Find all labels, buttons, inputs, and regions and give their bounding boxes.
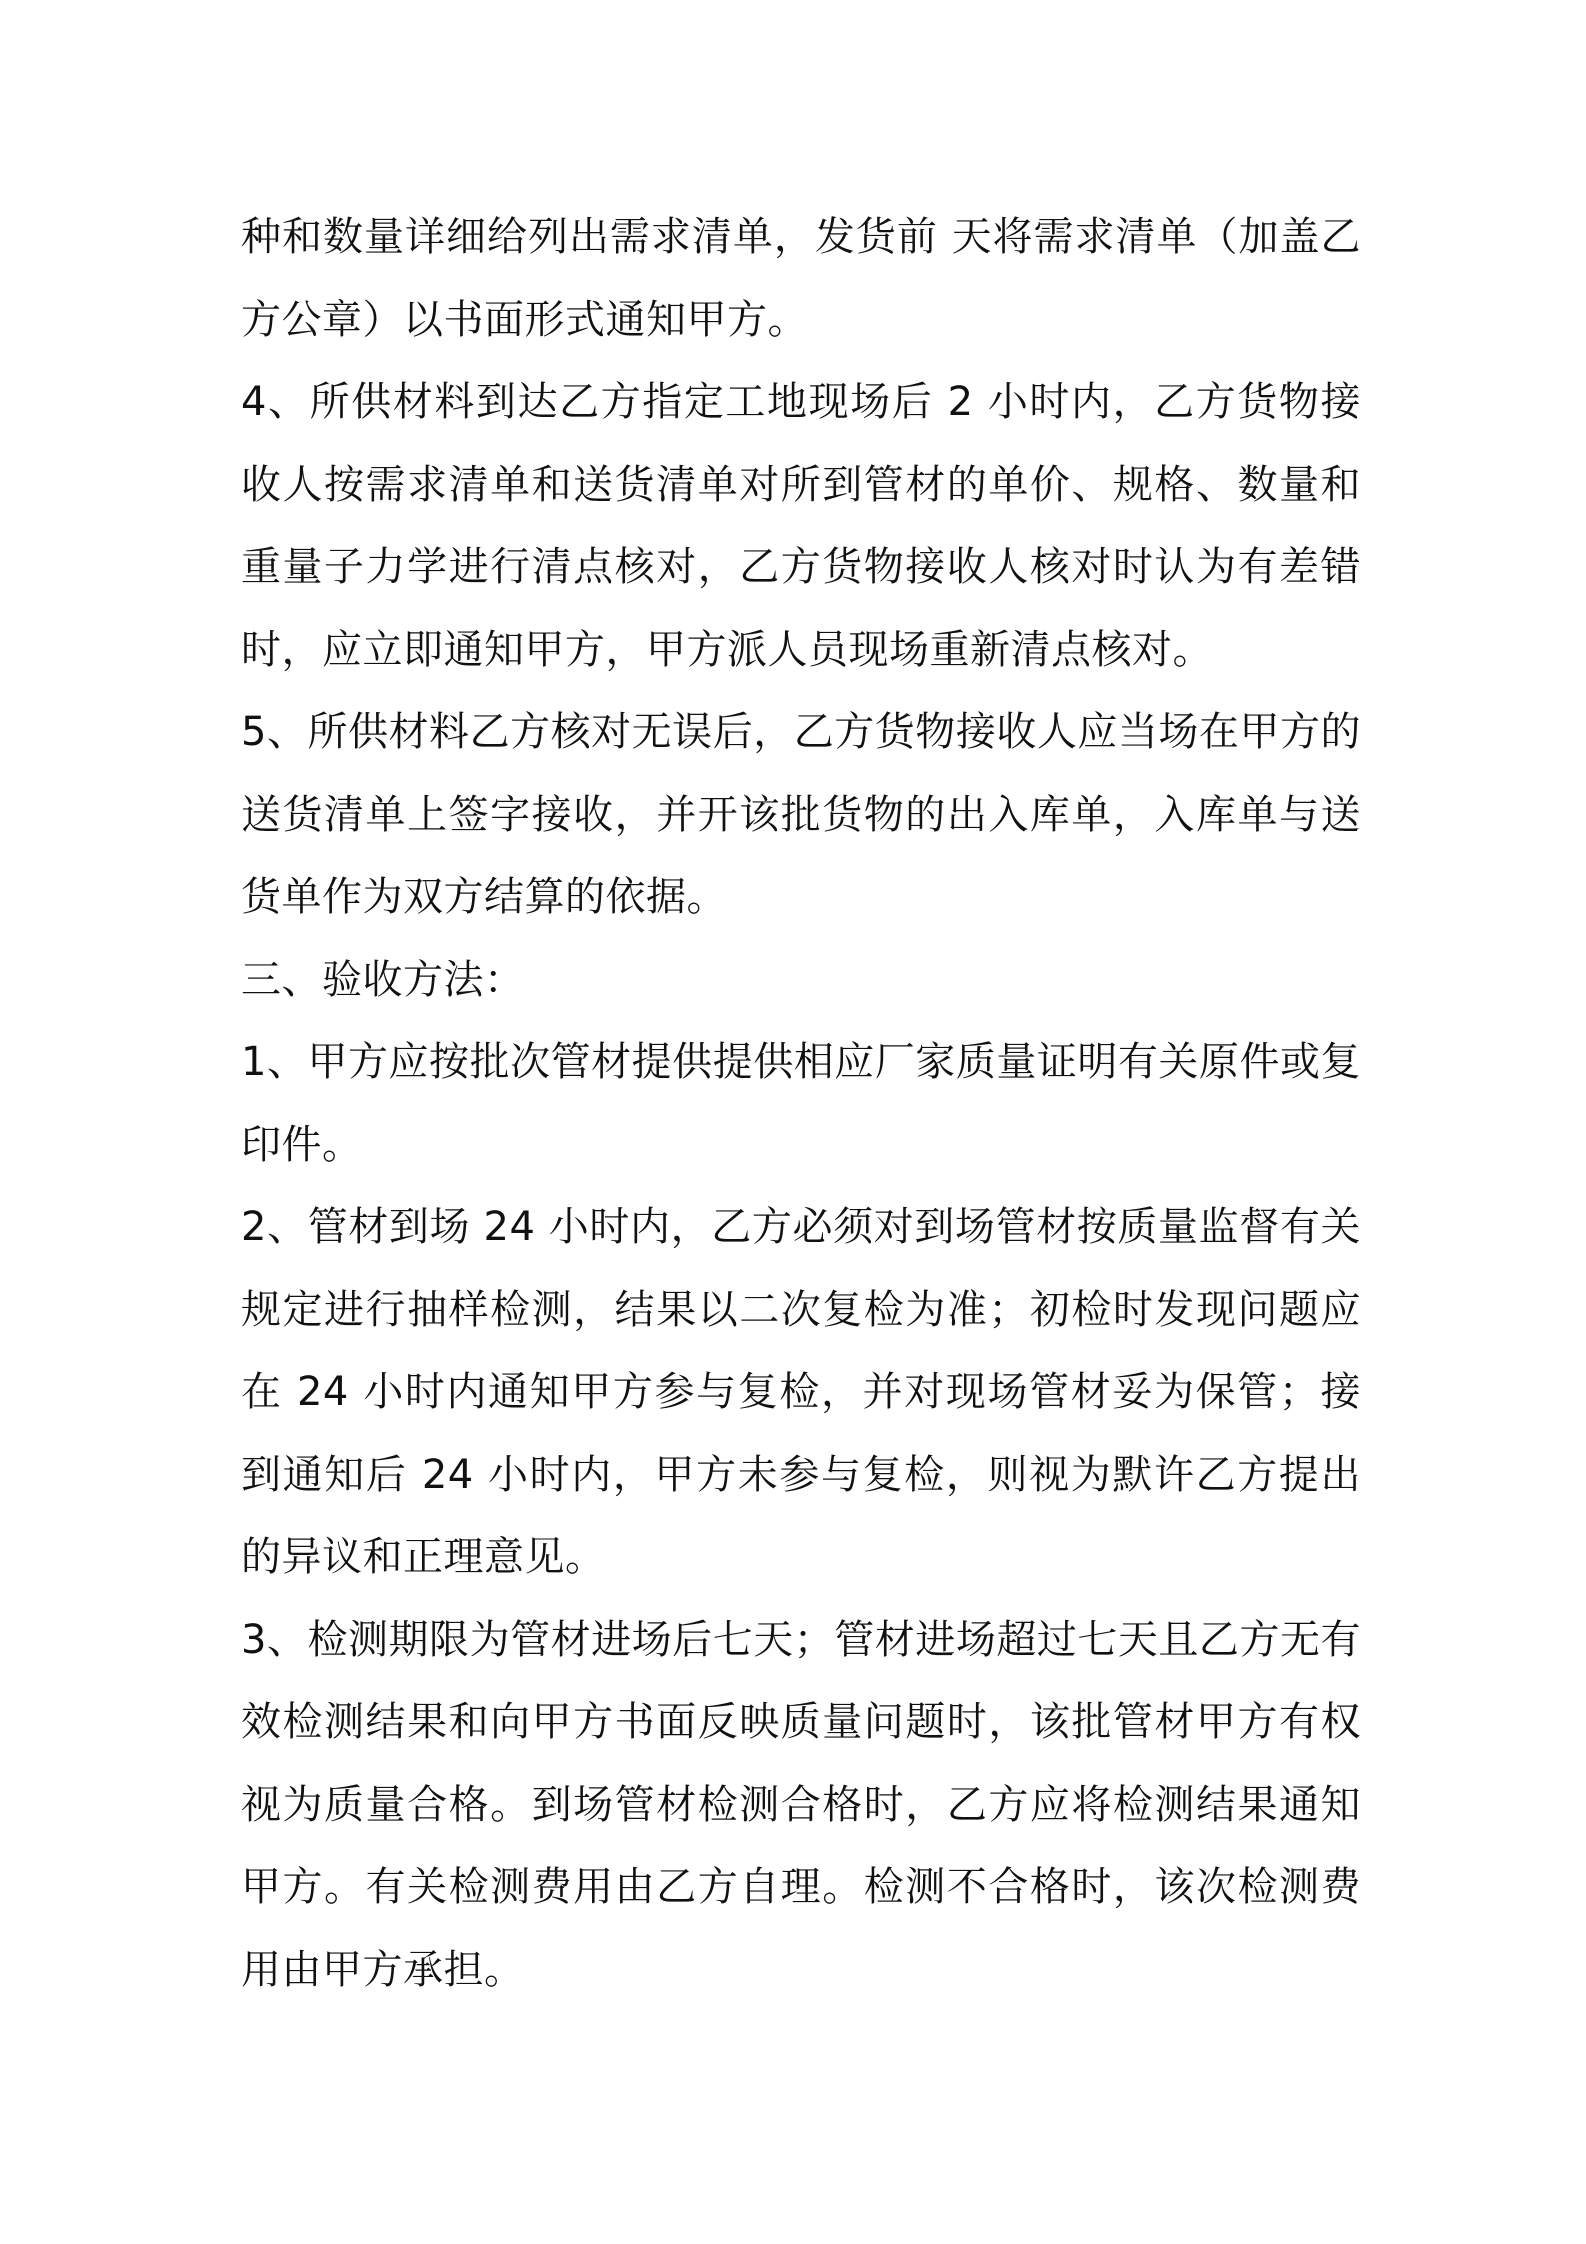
paragraph-acceptance-item-1: 1、甲方应按批次管材提供提供相应厂家质量证明有关原件或复印件。 <box>241 1039 1361 1168</box>
section-heading-acceptance-method: 三、验收方法： <box>241 956 525 1003</box>
document-body <box>241 196 1361 2011</box>
paragraph-acceptance-item-3: 3、检测期限为管材进场后七天；管材进场超过七天且乙方无有效检测结果和向甲方书面反映质量问题时，该批管材甲方有权视为质量合格。到场管材检测合格时，乙方应将检测结果通知甲方。有关检测费用由乙方自理。检测不合格时，该次检测费用由甲方承担。 <box>241 1616 1361 1993</box>
paragraph-item-4: 4、所供材料到达乙方指定工地现场后 2 小时内，乙方货物接收人按需求清单和送货清单对所到管材的单价、规格、数量和重量子力学进行清点核对，乙方货物接收人核对时认为有差错时，应立即通知甲方，甲方派人员现场重新清点核对。 <box>241 379 1361 673</box>
paragraph-acceptance-item-2: 2、管材到场 24 小时内，乙方必须对到场管材按质量监督有关规定进行抽样检测，结果以二次复检为准；初检时发现问题应在 24 小时内通知甲方参与复检，并对现场管材妥为保管；接到通知后 24 小时内，甲方未参与复检，则视为默许乙方提出的异议和正理意见。 <box>241 1204 1361 1580</box>
paragraph-item-5: 5、所供材料乙方核对无误后，乙方货物接收人应当场在甲方的送货清单上签字接收，并开该批货物的出入库单，入库单与送货单作为双方结算的依据。 <box>241 709 1361 920</box>
paragraph-supply-list-notice: 种和数量详细给列出需求清单，发货前 天将需求清单（加盖乙方公章）以书面形式通知甲方。 <box>241 214 1361 343</box>
